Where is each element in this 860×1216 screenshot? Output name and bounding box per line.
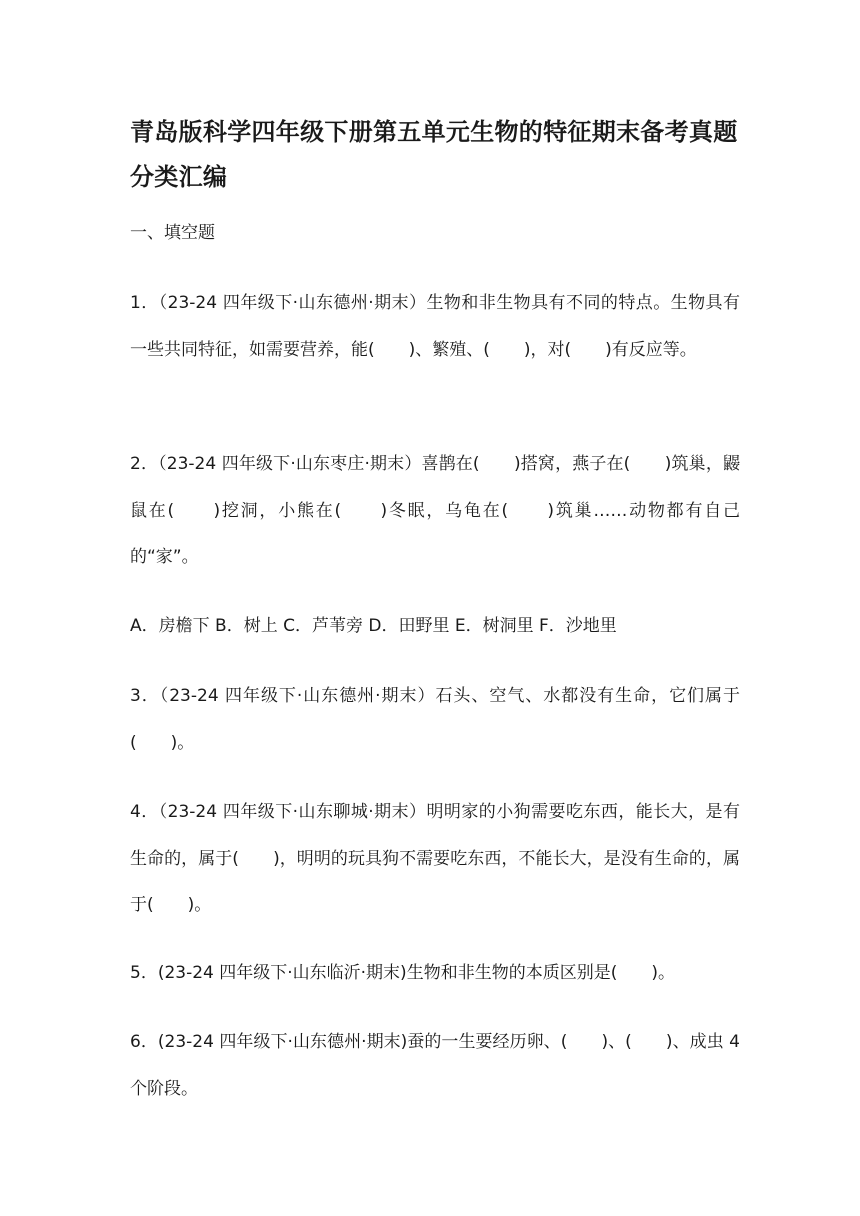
question-3: 3．（23-24 四年级下·山东德州·期末）石头、空气、水都没有生命，它们属于( )。 [130,686,740,753]
question-5: 5．(23-24 四年级下·山东临沂·期末)生物和非生物的本质区别是( )。 [130,963,675,983]
question-2: 2．（23-24 四年级下·山东枣庄·期末）喜鹊在( )搭窝，燕子在( )筑巢，鼹鼠在( )挖洞，小熊在( )冬眠，乌龟在( )筑巢……动物都有自己的“家”。 [130,454,740,567]
question-1: 1．（23-24 四年级下·山东德州·期末）生物和非生物具有不同的特点。生物具有一些共同特征，如需要营养，能( )、繁殖、( )，对( )有反应等。 [130,293,740,360]
document-title: 青岛版科学四年级下册第五单元生物的特征期末备考真题分类汇编 [130,118,738,191]
question-2-options: A．房檐下 B．树上 C．芦苇旁 D．田野里 E．树洞里 F．沙地里 [130,616,617,636]
section-heading-fill-in-blank: 一、填空题 [130,223,215,243]
question-4: 4．（23-24 四年级下·山东聊城·期末）明明家的小狗需要吃东西，能长大，是有生命的，属于( )，明明的玩具狗不需要吃东西，不能长大，是没有生命的，属于( )。 [130,802,740,915]
question-6: 6．(23-24 四年级下·山东德州·期末)蚕的一生要经历卵、( )、( )、成虫 4 个阶段。 [130,1032,740,1099]
